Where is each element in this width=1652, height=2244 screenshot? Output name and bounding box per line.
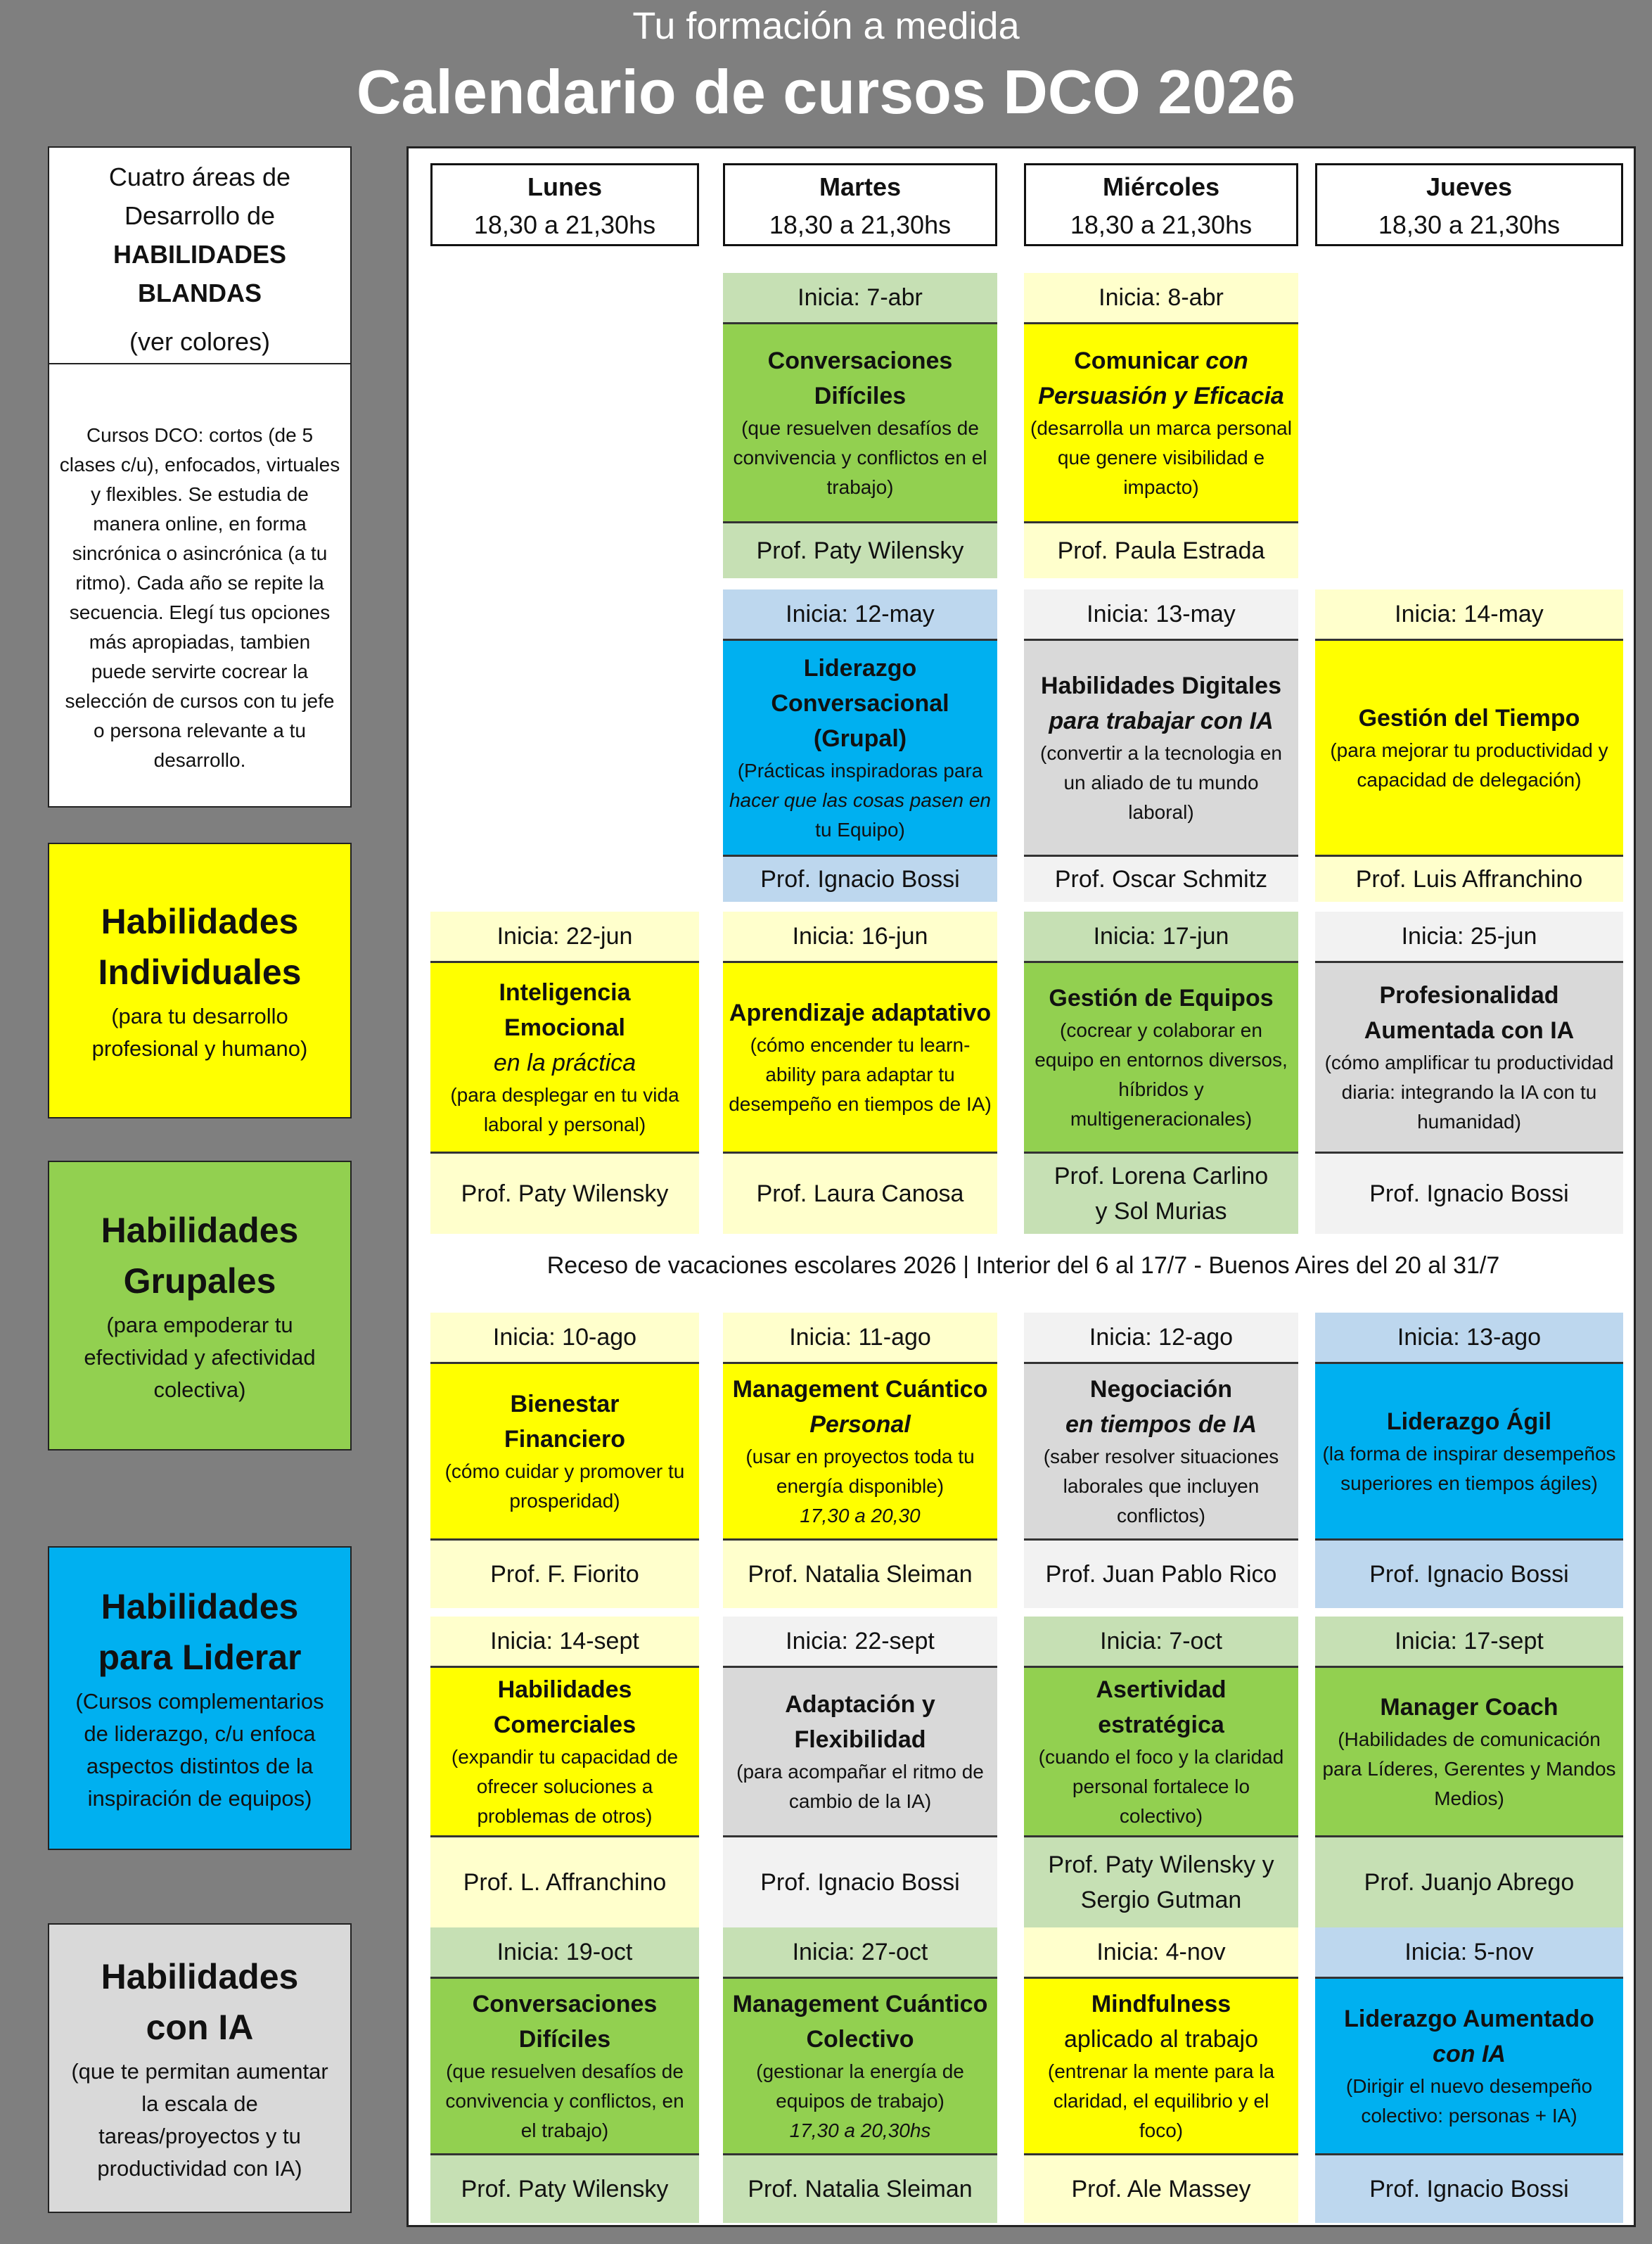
- course-card: [1315, 1617, 1623, 1927]
- course-start-date: Inicia: 11-ago: [789, 1324, 931, 1351]
- area-title: con IA: [146, 2008, 254, 2047]
- course-title: Aprendizaje adaptativo: [729, 1000, 992, 1026]
- course-description: (Prácticas inspiradoras para: [737, 760, 983, 782]
- legend-intro-bold: HABILIDADES: [113, 240, 286, 269]
- course-title: para trabajar con IA: [1049, 708, 1274, 734]
- course-start-date: Inicia: 10-ago: [492, 1324, 637, 1351]
- course-description: (Habilidades de comunicación para Líderes, Gerentes y Mandos Medios): [1322, 1728, 1616, 1809]
- course-description: (gestionar la energía de equipos de trabajo): [756, 2060, 964, 2112]
- course-description: (desarrolla un marca personal que genere visibilidad e impacto): [1030, 417, 1292, 498]
- course-body: [430, 1362, 699, 1541]
- course-card: [1315, 1313, 1623, 1608]
- course-card: [723, 1927, 997, 2223]
- course-description: (para mejorar tu productividad y capacidad de delegación): [1330, 739, 1608, 791]
- course-title: Bienestar: [510, 1391, 620, 1417]
- course-title: Profesionalidad: [1379, 982, 1559, 1009]
- area-title: Grupales: [123, 1261, 276, 1301]
- area-title: para Liderar: [98, 1638, 302, 1677]
- course-card: [430, 912, 699, 1234]
- course-body: [723, 1977, 997, 2155]
- course-start-date: Inicia: 27-oct: [792, 1939, 928, 1965]
- course-title: Mindfulness: [1091, 1991, 1231, 2017]
- course-title: Gestión del Tiempo: [1358, 705, 1580, 732]
- course-description: (que resuelven desafíos de convivencia y conflictos, en el trabajo): [445, 2060, 684, 2141]
- day-name: Lunes: [527, 172, 602, 201]
- course-start-date: Inicia: 4-nov: [1096, 1939, 1226, 1965]
- area-title: Individuales: [98, 952, 302, 992]
- course-card: [1024, 912, 1298, 1234]
- course-body: [1315, 961, 1623, 1154]
- course-professor: Prof. Paty Wilensky y Sergio Gutman: [1048, 1851, 1274, 1913]
- course-professor: Prof. Laura Canosa: [756, 1180, 964, 1207]
- course-start-date: Inicia: 8-abr: [1099, 284, 1224, 311]
- day-time: 18,30 a 21,30hs: [1378, 210, 1561, 239]
- course-title: Asertividad estratégica: [1096, 1676, 1227, 1738]
- course-title: Conversacional: [771, 690, 949, 717]
- course-start-date: Inicia: 12-ago: [1089, 1324, 1234, 1351]
- course-body: [1024, 322, 1298, 523]
- day-time: 18,30 a 21,30hs: [769, 210, 952, 239]
- course-card: [723, 1313, 997, 1608]
- course-card: [1315, 912, 1623, 1234]
- course-title: Liderazgo Aumentado: [1344, 2006, 1594, 2032]
- course-start-date: Inicia: 25-jun: [1401, 923, 1537, 950]
- legend-description: Cursos DCO: cortos (de 5 clases c/u), enfocados, virtuales y flexibles. Se estudia de manera online, en forma sincrónica o asincrónica (a tu ritmo). Cada año se repite la secuencia. Elegí tus opciones más apropiadas, tambien puede servirte cocrear la selección de cursos con tu jefe o persona relevante a tu desarrollo.: [48, 364, 352, 808]
- course-professor: Prof. Juan Pablo Rico: [1045, 1561, 1277, 1588]
- course-body: [1024, 1666, 1298, 1837]
- course-description: (que resuelven desafíos de convivencia y conflictos en el trabajo): [733, 417, 987, 498]
- course-start-date: Inicia: 22-jun: [497, 923, 633, 950]
- course-description: (para desplegar en tu vida laboral y personal): [450, 1084, 679, 1135]
- course-title: Habilidades: [497, 1676, 632, 1703]
- course-title: en tiempos de IA: [1065, 1411, 1257, 1438]
- course-professor: Prof. Ignacio Bossi: [1369, 1180, 1569, 1207]
- course-professor: Prof. Ale Massey: [1071, 2176, 1251, 2202]
- course-professor: Prof. Ignacio Bossi: [1369, 1561, 1569, 1588]
- course-card: [723, 273, 997, 578]
- course-start-date: Inicia: 13-may: [1087, 601, 1236, 627]
- course-title: Comerciales: [493, 1711, 636, 1738]
- course-description: (convertir a la tecnologia en un aliado de tu mundo laboral): [1040, 742, 1282, 823]
- course-body: [1024, 1977, 1298, 2155]
- day-name: Martes: [819, 172, 902, 201]
- course-body: [1024, 639, 1298, 857]
- course-start-date: Inicia: 17-jun: [1093, 923, 1229, 950]
- course-description: (saber resolver situaciones laborales que incluyen conflictos): [1043, 1446, 1279, 1526]
- course-card: [1024, 1927, 1298, 2223]
- course-title: Inteligencia: [499, 979, 631, 1006]
- course-professor: Prof. Paty Wilensky: [461, 1180, 669, 1207]
- day-header-jueves: [1315, 163, 1623, 246]
- area-title: Habilidades: [101, 1957, 299, 1996]
- day-name: Jueves: [1426, 172, 1513, 201]
- course-start-date: Inicia: 22-sept: [786, 1628, 935, 1655]
- course-professor: Prof. Juanjo Abrego: [1364, 1869, 1575, 1896]
- course-body: [1315, 639, 1623, 857]
- day-time: 18,30 a 21,30hs: [473, 210, 656, 239]
- course-professor: Prof. Paty Wilensky: [461, 2176, 669, 2202]
- course-start-date: Inicia: 13-ago: [1397, 1324, 1542, 1351]
- course-body: [430, 1666, 699, 1837]
- course-title: Liderazgo Ágil: [1386, 1408, 1552, 1435]
- course-title: en la práctica: [493, 1050, 636, 1076]
- course-body: [723, 322, 997, 523]
- course-start-date: Inicia: 16-jun: [792, 923, 928, 950]
- course-professor: Prof. Ignacio Bossi: [1369, 2176, 1569, 2202]
- course-description: hacer que las cosas pasen en: [729, 789, 992, 811]
- course-description: (la forma de inspirar desempeños superiores en tiempos ágiles): [1322, 1443, 1616, 1494]
- course-title: Negociación: [1089, 1376, 1233, 1403]
- course-body: [1315, 1977, 1623, 2155]
- course-card: [430, 1617, 699, 1927]
- course-card: [430, 1927, 699, 2223]
- recess-note: Receso de vacaciones escolares 2026 | Interior del 6 al 17/7 - Buenos Aires del 20 al 31/7: [546, 1252, 1500, 1279]
- area-grupales: [48, 1161, 352, 1451]
- area-title: Habilidades: [101, 902, 299, 941]
- course-professor: Prof. Oscar Schmitz: [1054, 866, 1268, 893]
- course-card: [723, 912, 997, 1234]
- course-description: 17,30 a 20,30hs: [789, 2119, 931, 2141]
- course-description: (entrenar la mente para la claridad, el equilibrio y el foco): [1047, 2060, 1275, 2141]
- course-start-date: Inicia: 7-oct: [1100, 1628, 1222, 1655]
- course-description: (para acompañar el ritmo de cambio de la IA): [736, 1761, 984, 1812]
- course-title: Adaptación y: [785, 1691, 935, 1718]
- course-card: [1315, 1927, 1623, 2223]
- course-professor: Prof. Natalia Sleiman: [748, 2176, 973, 2202]
- course-card: [430, 1313, 699, 1608]
- course-body: [723, 639, 997, 857]
- area-title: Habilidades: [101, 1587, 299, 1626]
- course-title: Persuasión y Eficacia: [1038, 383, 1284, 409]
- course-title: Financiero: [504, 1426, 625, 1453]
- legend-intro-note: (ver colores): [129, 327, 271, 356]
- course-body: [430, 961, 699, 1154]
- day-time: 18,30 a 21,30hs: [1070, 210, 1253, 239]
- course-professor: Prof. Ignacio Bossi: [760, 866, 960, 893]
- course-title: Conversaciones Difíciles: [767, 348, 953, 409]
- course-title: Personal: [809, 1411, 911, 1438]
- course-card: [1024, 589, 1298, 902]
- day-name: Miércoles: [1102, 172, 1220, 201]
- course-title: con IA: [1433, 2041, 1506, 2067]
- area-title: Habilidades: [101, 1211, 299, 1250]
- course-professor: Prof. Natalia Sleiman: [748, 1561, 973, 1588]
- course-description: (Dirigir el nuevo desempeño colectivo: personas + IA): [1345, 2075, 1593, 2127]
- course-start-date: Inicia: 5-nov: [1404, 1939, 1534, 1965]
- course-description: (cocrear y colaborar en equipo en entornos diversos, híbridos y multigeneracionales): [1035, 1019, 1288, 1130]
- course-start-date: Inicia: 17-sept: [1395, 1628, 1544, 1655]
- course-description: tu Equipo): [815, 819, 905, 841]
- area-individuales: [48, 843, 352, 1118]
- course-card: [723, 1617, 997, 1927]
- course-description: (cuando el foco y la claridad personal fortalece lo colectivo): [1038, 1746, 1284, 1827]
- day-header-martes: [723, 163, 997, 246]
- course-description: (cómo cuidar y promover tu prosperidad): [444, 1460, 685, 1512]
- course-body: [723, 1666, 997, 1837]
- course-title: aplicado al trabajo: [1064, 2026, 1258, 2053]
- course-description: (cómo encender tu learn-ability para adaptar tu desempeño en tiempos de IA): [729, 1034, 992, 1115]
- course-title: Comunicar con: [1074, 348, 1248, 374]
- page-title: Calendario de cursos DCO 2026: [356, 57, 1296, 127]
- legend-intro-line: Desarrollo de: [124, 201, 276, 230]
- area-subtitle: (Cursos complementarios de liderazgo, c/u enfoca aspectos distintos de la inspiración de equipos): [75, 1689, 324, 1811]
- course-start-date: Inicia: 14-sept: [490, 1628, 639, 1655]
- legend-intro-line: Cuatro áreas de: [108, 162, 291, 191]
- course-title: Management Cuántico: [732, 1376, 988, 1403]
- course-body: [723, 1362, 997, 1541]
- course-title: Flexibilidad: [794, 1726, 926, 1753]
- area-ia: [48, 1923, 352, 2213]
- area-subtitle: (para empoderar tu efectividad y afectividad colectiva): [84, 1313, 316, 1402]
- area-subtitle: (que te permitan aumentar la escala de tareas/proyectos y tu productividad con IA): [71, 2059, 328, 2181]
- legend-intro: [48, 146, 352, 364]
- area-liderar: [48, 1546, 352, 1850]
- course-title: Colectivo: [806, 2026, 914, 2053]
- course-card: [1024, 1313, 1298, 1608]
- course-title: Habilidades Digitales: [1041, 672, 1281, 699]
- course-body: [1024, 961, 1298, 1154]
- course-professor: Prof. Luis Affranchino: [1355, 866, 1583, 893]
- day-header-miercoles: [1024, 163, 1298, 246]
- course-title: Aumentada con IA: [1364, 1017, 1575, 1044]
- course-title: Emocional: [504, 1014, 625, 1041]
- course-body: [723, 961, 997, 1154]
- course-description: (expandir tu capacidad de ofrecer soluciones a problemas de otros): [451, 1746, 679, 1827]
- course-start-date: Inicia: 14-may: [1395, 601, 1544, 627]
- course-title: Liderazgo: [803, 655, 917, 682]
- course-professor: Prof. Paty Wilensky: [756, 537, 964, 564]
- course-description: 17,30 a 20,30: [800, 1505, 921, 1526]
- course-professor: Prof. Ignacio Bossi: [760, 1869, 960, 1896]
- course-start-date: Inicia: 12-may: [786, 601, 935, 627]
- course-card: [723, 589, 997, 902]
- course-title: Gestión de Equipos: [1049, 985, 1274, 1012]
- course-card: [1024, 273, 1298, 578]
- course-card: [1024, 1617, 1298, 1927]
- course-title: Management Cuántico: [732, 1991, 988, 2017]
- course-body: [1024, 1362, 1298, 1541]
- course-body: [1315, 1666, 1623, 1837]
- course-title: Manager Coach: [1380, 1694, 1558, 1721]
- course-professor: Prof. L. Affranchino: [463, 1869, 667, 1896]
- course-professor: Prof. Lorena Carlino y Sol Murias: [1054, 1163, 1269, 1225]
- page-subtitle: Tu formación a medida: [632, 5, 1020, 47]
- course-title: Conversaciones: [472, 1991, 658, 2017]
- course-card: [1315, 589, 1623, 902]
- course-title: Difíciles: [518, 2026, 611, 2053]
- course-title: (Grupal): [813, 725, 907, 752]
- course-body: [430, 1977, 699, 2155]
- course-body: [1315, 1362, 1623, 1541]
- course-description: (cómo amplificar tu productividad diaria: integrando la IA con tu humanidad): [1324, 1052, 1614, 1133]
- course-start-date: Inicia: 7-abr: [798, 284, 923, 311]
- course-professor: Prof. Paula Estrada: [1057, 537, 1265, 564]
- course-professor: Prof. F. Fiorito: [490, 1561, 639, 1588]
- course-start-date: Inicia: 19-oct: [497, 1939, 633, 1965]
- area-subtitle: (para tu desarrollo profesional y humano): [91, 1004, 308, 1061]
- course-description: (usar en proyectos toda tu energía disponible): [745, 1446, 975, 1497]
- day-header-lunes: [430, 163, 699, 246]
- legend-intro-bold: BLANDAS: [138, 279, 262, 307]
